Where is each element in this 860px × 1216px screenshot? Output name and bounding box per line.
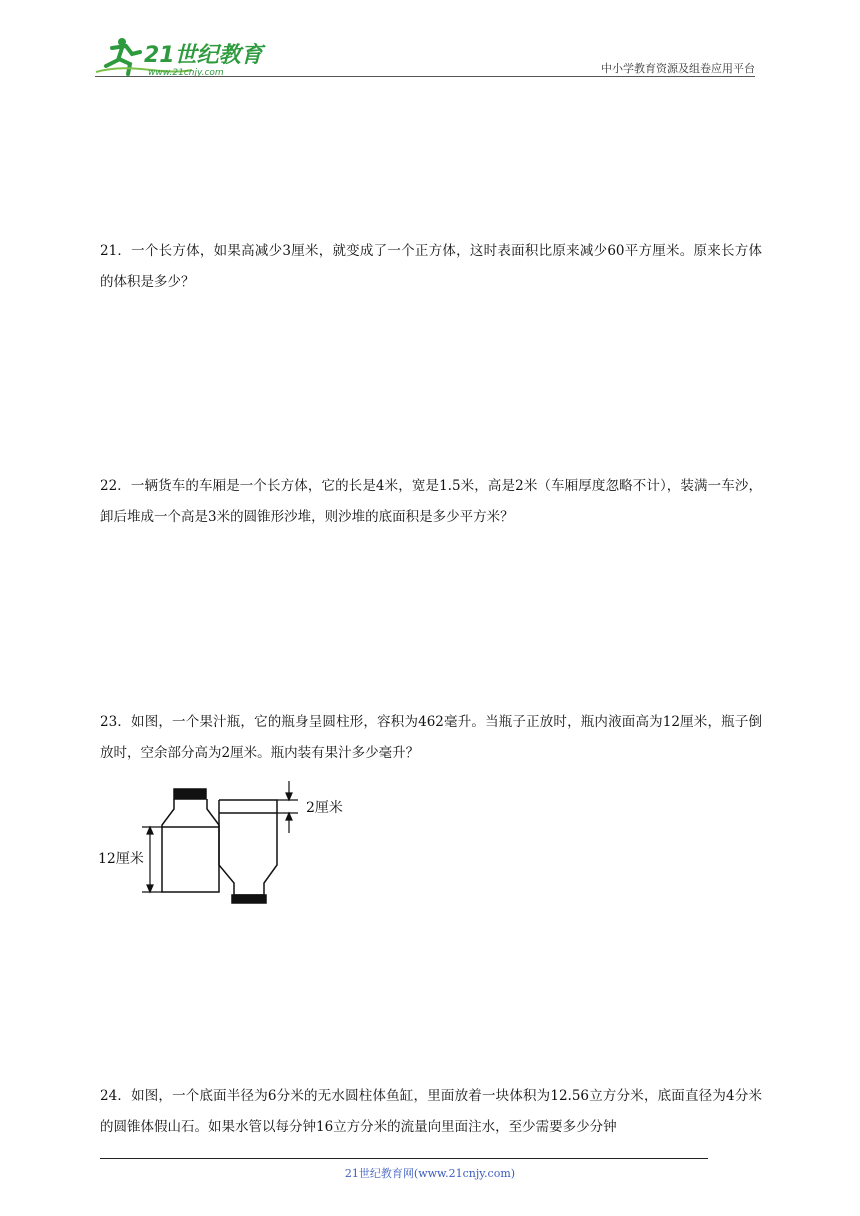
header-platform-text: 中小学教育资源及组卷应用平台	[601, 62, 755, 75]
question-text: 如图，一个底面半径为6分米的无水圆柱体鱼缸，里面放着一块体积为12.56立方分米，底面直径为4分米的圆锥体假山石。如果水管以每分钟16立方分米的流量向里面注水，至少需要多少分钟	[100, 1088, 763, 1135]
height-label: 12厘米	[98, 851, 144, 867]
question-24	[100, 1081, 762, 1143]
height-dimension	[142, 827, 162, 892]
question-text: 如图，一个果汁瓶，它的瓶身呈圆柱形，容积为462毫升。当瓶子正放时，瓶内液面高为12厘米，瓶子倒放时，空余部分高为2厘米。瓶内装有果汁多少毫升？	[100, 714, 762, 761]
juice-bottle-figure	[96, 775, 366, 910]
footer-divider	[100, 1158, 708, 1159]
footer-site-link[interactable]: 21世纪教育网(www.21cnjy.com)	[344, 1167, 516, 1180]
header-divider	[95, 76, 755, 77]
gap-dimension	[277, 781, 298, 833]
gap-label: 2厘米	[306, 800, 343, 816]
logo-url-text: www.21cnjy.com	[148, 68, 224, 78]
upright-bottle	[162, 789, 219, 892]
logo-main-text: 21世纪教育	[144, 43, 263, 68]
question-number: 21．	[100, 243, 132, 259]
site-logo	[92, 32, 272, 80]
question-number: 23．	[100, 714, 132, 730]
question-22	[100, 471, 762, 533]
question-number: 24．	[100, 1088, 132, 1104]
question-number: 22．	[100, 478, 131, 494]
question-23	[100, 707, 762, 769]
question-21	[100, 236, 762, 298]
inverted-bottle	[219, 800, 277, 903]
question-text: 一个长方体，如果高减少3厘米，就变成了一个正方体，这时表面积比原来减少60平方厘米。原来长方体的体积是多少？	[100, 243, 762, 290]
question-text: 一辆货车的车厢是一个长方体，它的长是4米，宽是1.5米，高是2米（车厢厚度忽略不计），装满一车沙，卸后堆成一个高是3米的圆锥形沙堆，则沙堆的底面积是多少平方米？	[100, 478, 762, 525]
